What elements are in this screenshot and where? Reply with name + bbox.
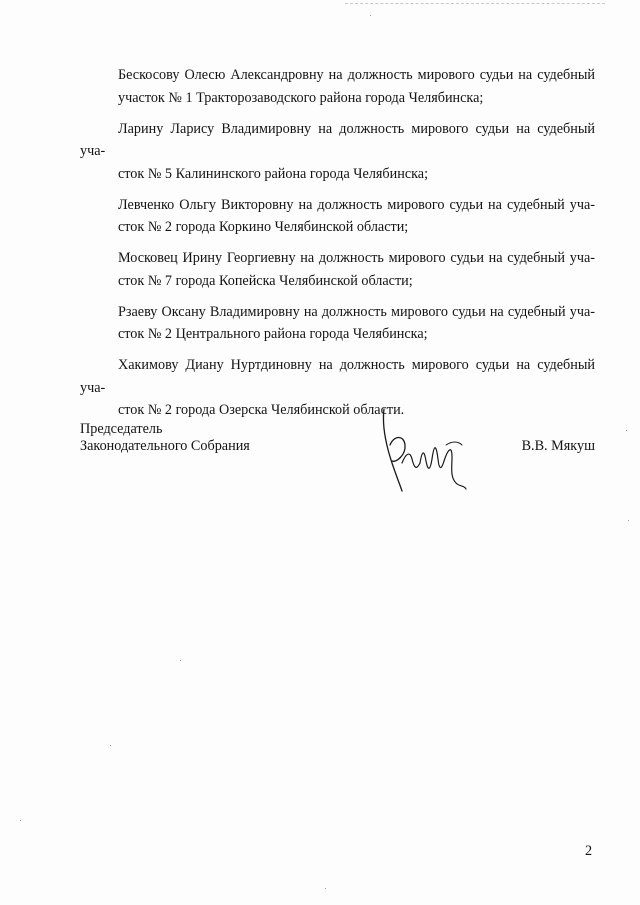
scan-speck xyxy=(180,660,181,661)
signatory-title-line: Законодательного Собрания xyxy=(80,438,250,454)
paragraph-line: сток № 2 города Коркино Челябинской области; xyxy=(118,219,409,235)
paragraph-line: Рзаеву Оксану Владимировну на должность мирового судьи на судебный уча- xyxy=(118,303,595,320)
appointment-paragraph xyxy=(80,118,595,186)
appointment-paragraph xyxy=(80,301,595,346)
paragraph-line: Бескосову Олесю Александровну на должность мирового судьи на судебный xyxy=(118,67,595,83)
appointment-paragraph xyxy=(80,354,595,422)
paragraph-line: сток № 2 города Озерска Челябинской области. xyxy=(118,402,405,418)
scan-artifact-line xyxy=(345,3,605,4)
paragraph-line: Ларину Ларису Владимировну на должность мирового судьи на судебный уча- xyxy=(80,120,595,159)
appointment-list xyxy=(80,64,595,430)
signatory-name: В.В. Мякуш xyxy=(521,438,595,454)
paragraph-line: участок № 1 Тракторозаводского района города Челябинска; xyxy=(118,89,484,106)
scan-speck xyxy=(626,430,627,431)
paragraph-line: Московец Ирину Георгиевну на должность мирового судьи на судебный уча- xyxy=(118,250,595,266)
scan-speck xyxy=(325,888,326,889)
page-number: 2 xyxy=(585,843,593,859)
scan-speck xyxy=(110,745,111,746)
paragraph-line: сток № 5 Калининского района города Челябинска; xyxy=(118,165,429,182)
scan-speck xyxy=(20,820,21,821)
appointment-paragraph xyxy=(80,194,595,239)
signatory-title-line: Председатель xyxy=(80,421,163,437)
paragraph-line: Хакимову Диану Нуртдиновну на должность мирового судьи на судебный уча- xyxy=(80,357,595,396)
scan-speck xyxy=(370,15,371,16)
appointment-paragraph xyxy=(80,247,595,292)
appointment-paragraph xyxy=(80,64,595,109)
paragraph-line: сток № 2 Центрального района города Челябинска; xyxy=(118,326,428,342)
paragraph-line: сток № 7 города Копейска Челябинской области; xyxy=(118,272,413,289)
paragraph-line: Левченко Ольгу Викторовну на должность мирового судьи на судебный уча- xyxy=(118,196,595,213)
scan-speck xyxy=(628,520,629,521)
handwritten-signature xyxy=(372,405,472,497)
signatory-title xyxy=(80,421,250,455)
